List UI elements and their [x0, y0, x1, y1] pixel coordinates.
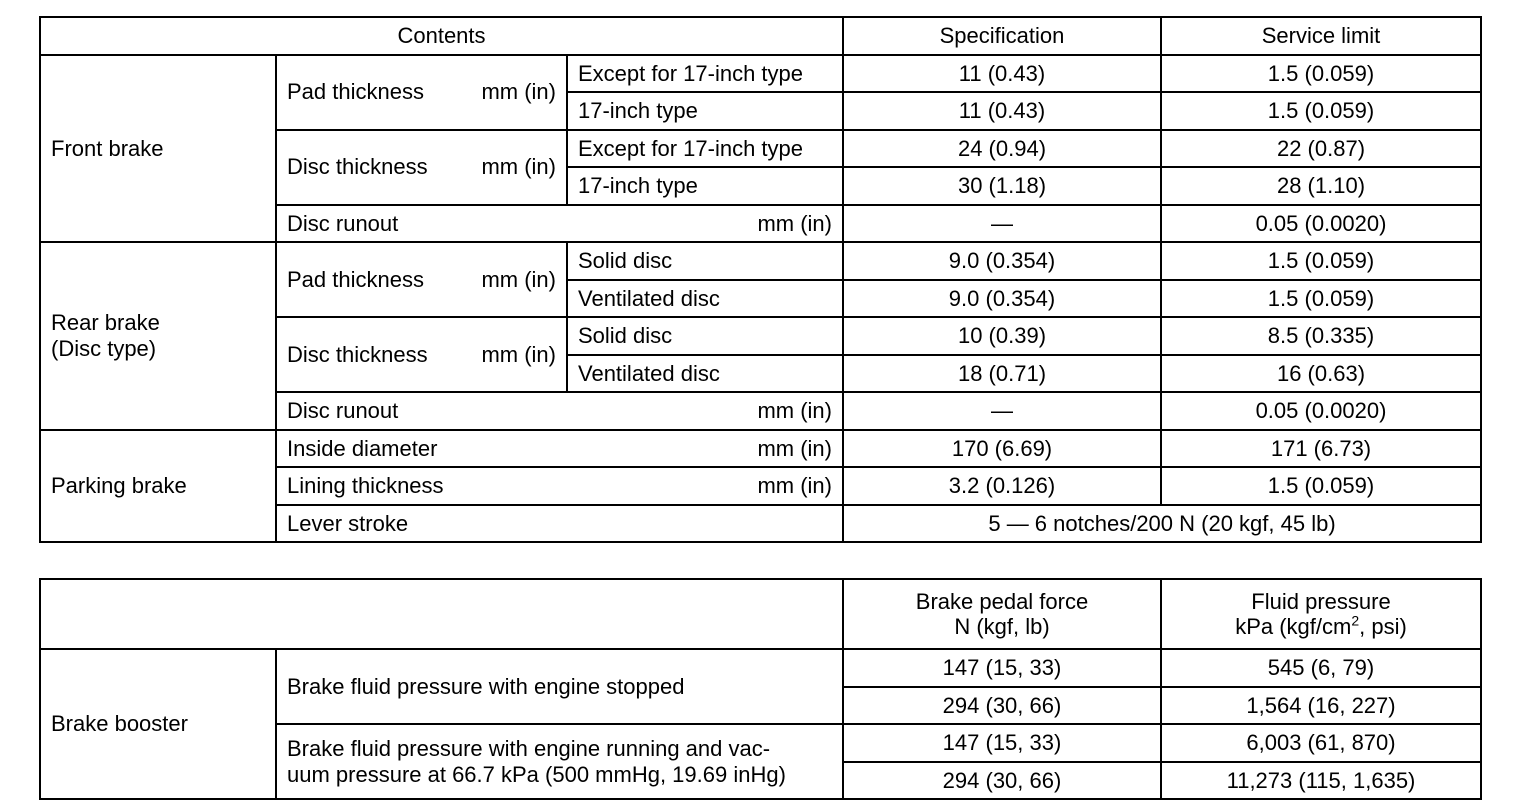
- rear-disc-runout-cell: [276, 392, 843, 430]
- spec-value: 10 (0.39): [843, 317, 1161, 355]
- brake-specification-table: [39, 16, 1482, 543]
- pedal-force-value: 147 (15, 33): [843, 649, 1161, 687]
- front-pad-thickness-cell: [276, 55, 567, 130]
- inside-diameter-label: Inside diameter: [287, 435, 438, 461]
- type-cell: 17-inch type: [567, 92, 843, 130]
- spec-value: 18 (0.71): [843, 355, 1161, 393]
- front-disc-runout-cell: [276, 205, 843, 243]
- header-row: [40, 579, 1481, 649]
- type-cell: Except for 17-inch type: [567, 130, 843, 168]
- type-cell: 17-inch type: [567, 167, 843, 205]
- lining-thickness-label: Lining thickness: [287, 473, 444, 499]
- limit-value: 1.5 (0.059): [1161, 55, 1481, 93]
- header-pedal-force-line2: N (kgf, lb): [954, 614, 1050, 639]
- limit-value: 1.5 (0.059): [1161, 280, 1481, 318]
- fluid-pressure-value: 6,003 (61, 870): [1161, 724, 1481, 762]
- spec-value: 170 (6.69): [843, 430, 1161, 468]
- header-fluid-pressure: [1161, 579, 1481, 649]
- engine-running-label-line1: Brake fluid pressure with engine running and vac-: [287, 736, 771, 762]
- rear-brake-label: [40, 242, 276, 430]
- brake-booster-label: Brake booster: [40, 649, 276, 799]
- unit-label: mm (in): [481, 79, 556, 105]
- limit-value: 1.5 (0.059): [1161, 92, 1481, 130]
- spec-value: 11 (0.43): [843, 55, 1161, 93]
- parking-brake-label: Parking brake: [40, 430, 276, 543]
- pedal-force-value: 294 (30, 66): [843, 687, 1161, 725]
- limit-value: 28 (1.10): [1161, 167, 1481, 205]
- unit-label: mm (in): [757, 435, 832, 461]
- front-brake-label: Front brake: [40, 55, 276, 243]
- unit-label: mm (in): [481, 154, 556, 180]
- limit-value: 171 (6.73): [1161, 430, 1481, 468]
- table-row: [40, 242, 1481, 280]
- header-fluid-pressure-line2: [1172, 614, 1470, 639]
- fluid-pressure-value: 545 (6, 79): [1161, 649, 1481, 687]
- limit-value: 22 (0.87): [1161, 130, 1481, 168]
- pedal-force-value: 147 (15, 33): [843, 724, 1161, 762]
- fluid-pressure-unit-sup: 2: [1351, 612, 1360, 629]
- type-cell: Solid disc: [567, 242, 843, 280]
- inside-diameter-cell: [276, 430, 843, 468]
- front-disc-thickness-label: Disc thickness: [287, 154, 428, 180]
- lining-thickness-cell: [276, 467, 843, 505]
- fluid-pressure-value: 11,273 (115, 1,635): [1161, 762, 1481, 800]
- spec-value: 11 (0.43): [843, 92, 1161, 130]
- spec-value: 30 (1.18): [843, 167, 1161, 205]
- lever-stroke-label: Lever stroke: [276, 505, 843, 543]
- rear-pad-thickness-cell: [276, 242, 567, 317]
- spec-value: —: [843, 392, 1161, 430]
- header-row: [40, 17, 1481, 55]
- limit-value: 8.5 (0.335): [1161, 317, 1481, 355]
- type-cell: Ventilated disc: [567, 355, 843, 393]
- limit-value: 0.05 (0.0020): [1161, 392, 1481, 430]
- rear-disc-thickness-cell: [276, 317, 567, 392]
- unit-label: mm (in): [757, 398, 832, 424]
- spec-value: 3.2 (0.126): [843, 467, 1161, 505]
- rear-disc-thickness-label: Disc thickness: [287, 341, 428, 367]
- front-disc-thickness-cell: [276, 130, 567, 205]
- brake-booster-table: [39, 578, 1482, 800]
- rear-disc-runout-label: Disc runout: [287, 398, 399, 424]
- fluid-pressure-unit-post: , psi): [1359, 614, 1407, 639]
- header-pedal-force-line1: Brake pedal force: [915, 588, 1089, 614]
- type-cell: Except for 17-inch type: [567, 55, 843, 93]
- limit-value: 0.05 (0.0020): [1161, 205, 1481, 243]
- engine-running-label-line2: uum pressure at 66.7 kPa (500 mmHg, 19.69 inHg): [287, 761, 786, 787]
- unit-label: mm (in): [481, 266, 556, 292]
- limit-value: 1.5 (0.059): [1161, 467, 1481, 505]
- engine-running-label: [276, 724, 843, 799]
- header-blank: [40, 579, 843, 649]
- rear-brake-label-line2: (Disc type): [51, 335, 157, 361]
- unit-label: mm (in): [757, 210, 832, 236]
- header-fluid-pressure-line1: Fluid pressure: [1251, 588, 1391, 614]
- spec-value: 24 (0.94): [843, 130, 1161, 168]
- lever-stroke-value: 5 — 6 notches/200 N (20 kgf, 45 lb): [843, 505, 1481, 543]
- front-pad-thickness-label: Pad thickness: [287, 79, 424, 105]
- spec-value: 9.0 (0.354): [843, 280, 1161, 318]
- table-row: [40, 55, 1481, 93]
- spec-value: —: [843, 205, 1161, 243]
- table-row: [40, 649, 1481, 687]
- header-service-limit: Service limit: [1161, 17, 1481, 55]
- unit-label: mm (in): [757, 473, 832, 499]
- rear-brake-label-line1: Rear brake: [51, 310, 160, 336]
- front-disc-runout-label: Disc runout: [287, 210, 399, 236]
- limit-value: 1.5 (0.059): [1161, 242, 1481, 280]
- engine-stopped-label: Brake fluid pressure with engine stopped: [276, 649, 843, 724]
- fluid-pressure-unit-pre: kPa (kgf/cm: [1235, 614, 1352, 639]
- unit-label: mm (in): [481, 341, 556, 367]
- fluid-pressure-value: 1,564 (16, 227): [1161, 687, 1481, 725]
- header-pedal-force: [843, 579, 1161, 649]
- limit-value: 16 (0.63): [1161, 355, 1481, 393]
- header-contents: Contents: [40, 17, 843, 55]
- header-specification: Specification: [843, 17, 1161, 55]
- type-cell: Ventilated disc: [567, 280, 843, 318]
- table-row: [40, 430, 1481, 468]
- pedal-force-value: 294 (30, 66): [843, 762, 1161, 800]
- rear-pad-thickness-label: Pad thickness: [287, 266, 424, 292]
- type-cell: Solid disc: [567, 317, 843, 355]
- spec-value: 9.0 (0.354): [843, 242, 1161, 280]
